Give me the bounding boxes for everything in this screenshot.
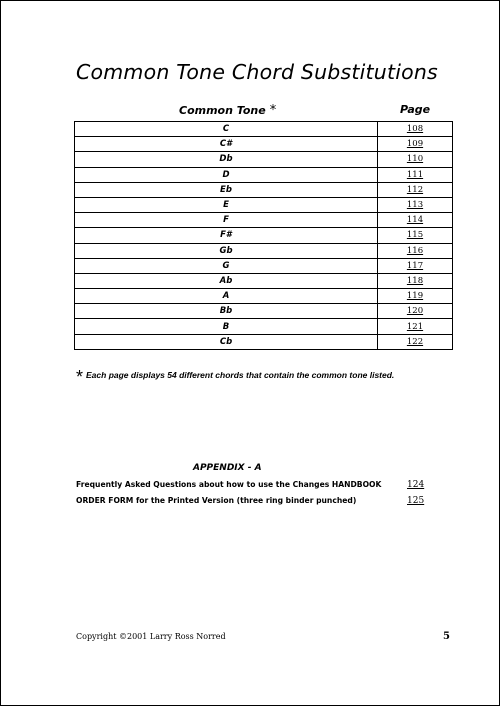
common-tone-cell: G bbox=[75, 258, 378, 273]
table-row[interactable] bbox=[75, 258, 453, 273]
table-row[interactable] bbox=[75, 137, 453, 152]
footnote-text: Each page displays 54 different chords that contain the common tone listed. bbox=[86, 370, 395, 380]
table-row[interactable] bbox=[75, 289, 453, 304]
table-row[interactable] bbox=[75, 319, 453, 334]
appendix-page-link[interactable]: 124 bbox=[407, 480, 425, 490]
common-tone-cell: Db bbox=[75, 152, 378, 167]
table-row[interactable] bbox=[75, 304, 453, 319]
page-link[interactable]: 109 bbox=[378, 137, 453, 152]
common-tone-cell: C bbox=[75, 122, 378, 137]
table-row[interactable] bbox=[75, 228, 453, 243]
common-tone-cell: Gb bbox=[75, 243, 378, 258]
common-tone-cell: A bbox=[75, 289, 378, 304]
page-link[interactable]: 114 bbox=[378, 213, 453, 228]
table-row[interactable] bbox=[75, 167, 453, 182]
page-column-header: Page bbox=[400, 103, 431, 116]
table-row[interactable] bbox=[75, 243, 453, 258]
page-link[interactable]: 118 bbox=[378, 273, 453, 288]
appendix-entry-text: ORDER FORM for the Printed Version (three ring binder punched) bbox=[76, 496, 357, 505]
page-link[interactable]: 111 bbox=[378, 167, 453, 182]
appendix-title: APPENDIX - A bbox=[193, 463, 262, 473]
page-link[interactable]: 112 bbox=[378, 182, 453, 197]
appendix-page-link[interactable]: 125 bbox=[407, 496, 425, 506]
page-number: 5 bbox=[443, 631, 450, 642]
table-row[interactable] bbox=[75, 273, 453, 288]
copyright-notice: Copyright ©2001 Larry Ross Norred bbox=[76, 632, 226, 641]
table-row[interactable] bbox=[75, 213, 453, 228]
common-tone-cell: Bb bbox=[75, 304, 378, 319]
page-link[interactable]: 122 bbox=[378, 334, 453, 349]
common-tone-cell: Eb bbox=[75, 182, 378, 197]
footnote-asterisk: * bbox=[76, 367, 84, 387]
table-row[interactable] bbox=[75, 182, 453, 197]
common-tone-cell: Cb bbox=[75, 334, 378, 349]
common-tone-cell: E bbox=[75, 197, 378, 212]
common-tone-header bbox=[179, 103, 276, 118]
table-row[interactable] bbox=[75, 197, 453, 212]
page-link[interactable]: 117 bbox=[378, 258, 453, 273]
common-tone-cell: F bbox=[75, 213, 378, 228]
page-link[interactable]: 113 bbox=[378, 197, 453, 212]
table-row[interactable] bbox=[75, 152, 453, 167]
table-row[interactable] bbox=[75, 122, 453, 137]
common-tone-cell: B bbox=[75, 319, 378, 334]
page-link[interactable]: 121 bbox=[378, 319, 453, 334]
asterisk-marker: * bbox=[269, 103, 277, 118]
page-link[interactable]: 115 bbox=[378, 228, 453, 243]
table-row[interactable] bbox=[75, 334, 453, 349]
common-tone-cell: D bbox=[75, 167, 378, 182]
common-tone-cell: F# bbox=[75, 228, 378, 243]
page-link[interactable]: 119 bbox=[378, 289, 453, 304]
footnote bbox=[76, 367, 394, 388]
common-tone-header-label: Common Tone bbox=[179, 104, 266, 117]
page-title: Common Tone Chord Substitutions bbox=[76, 60, 438, 84]
page-link[interactable]: 110 bbox=[378, 152, 453, 167]
page-link[interactable]: 116 bbox=[378, 243, 453, 258]
common-tone-table bbox=[74, 121, 453, 350]
page-link[interactable]: 120 bbox=[378, 304, 453, 319]
common-tone-cell: C# bbox=[75, 137, 378, 152]
appendix-entry-text: Frequently Asked Questions about how to use the Changes HANDBOOK bbox=[76, 480, 382, 489]
common-tone-cell: Ab bbox=[75, 273, 378, 288]
page-link[interactable]: 108 bbox=[378, 122, 453, 137]
